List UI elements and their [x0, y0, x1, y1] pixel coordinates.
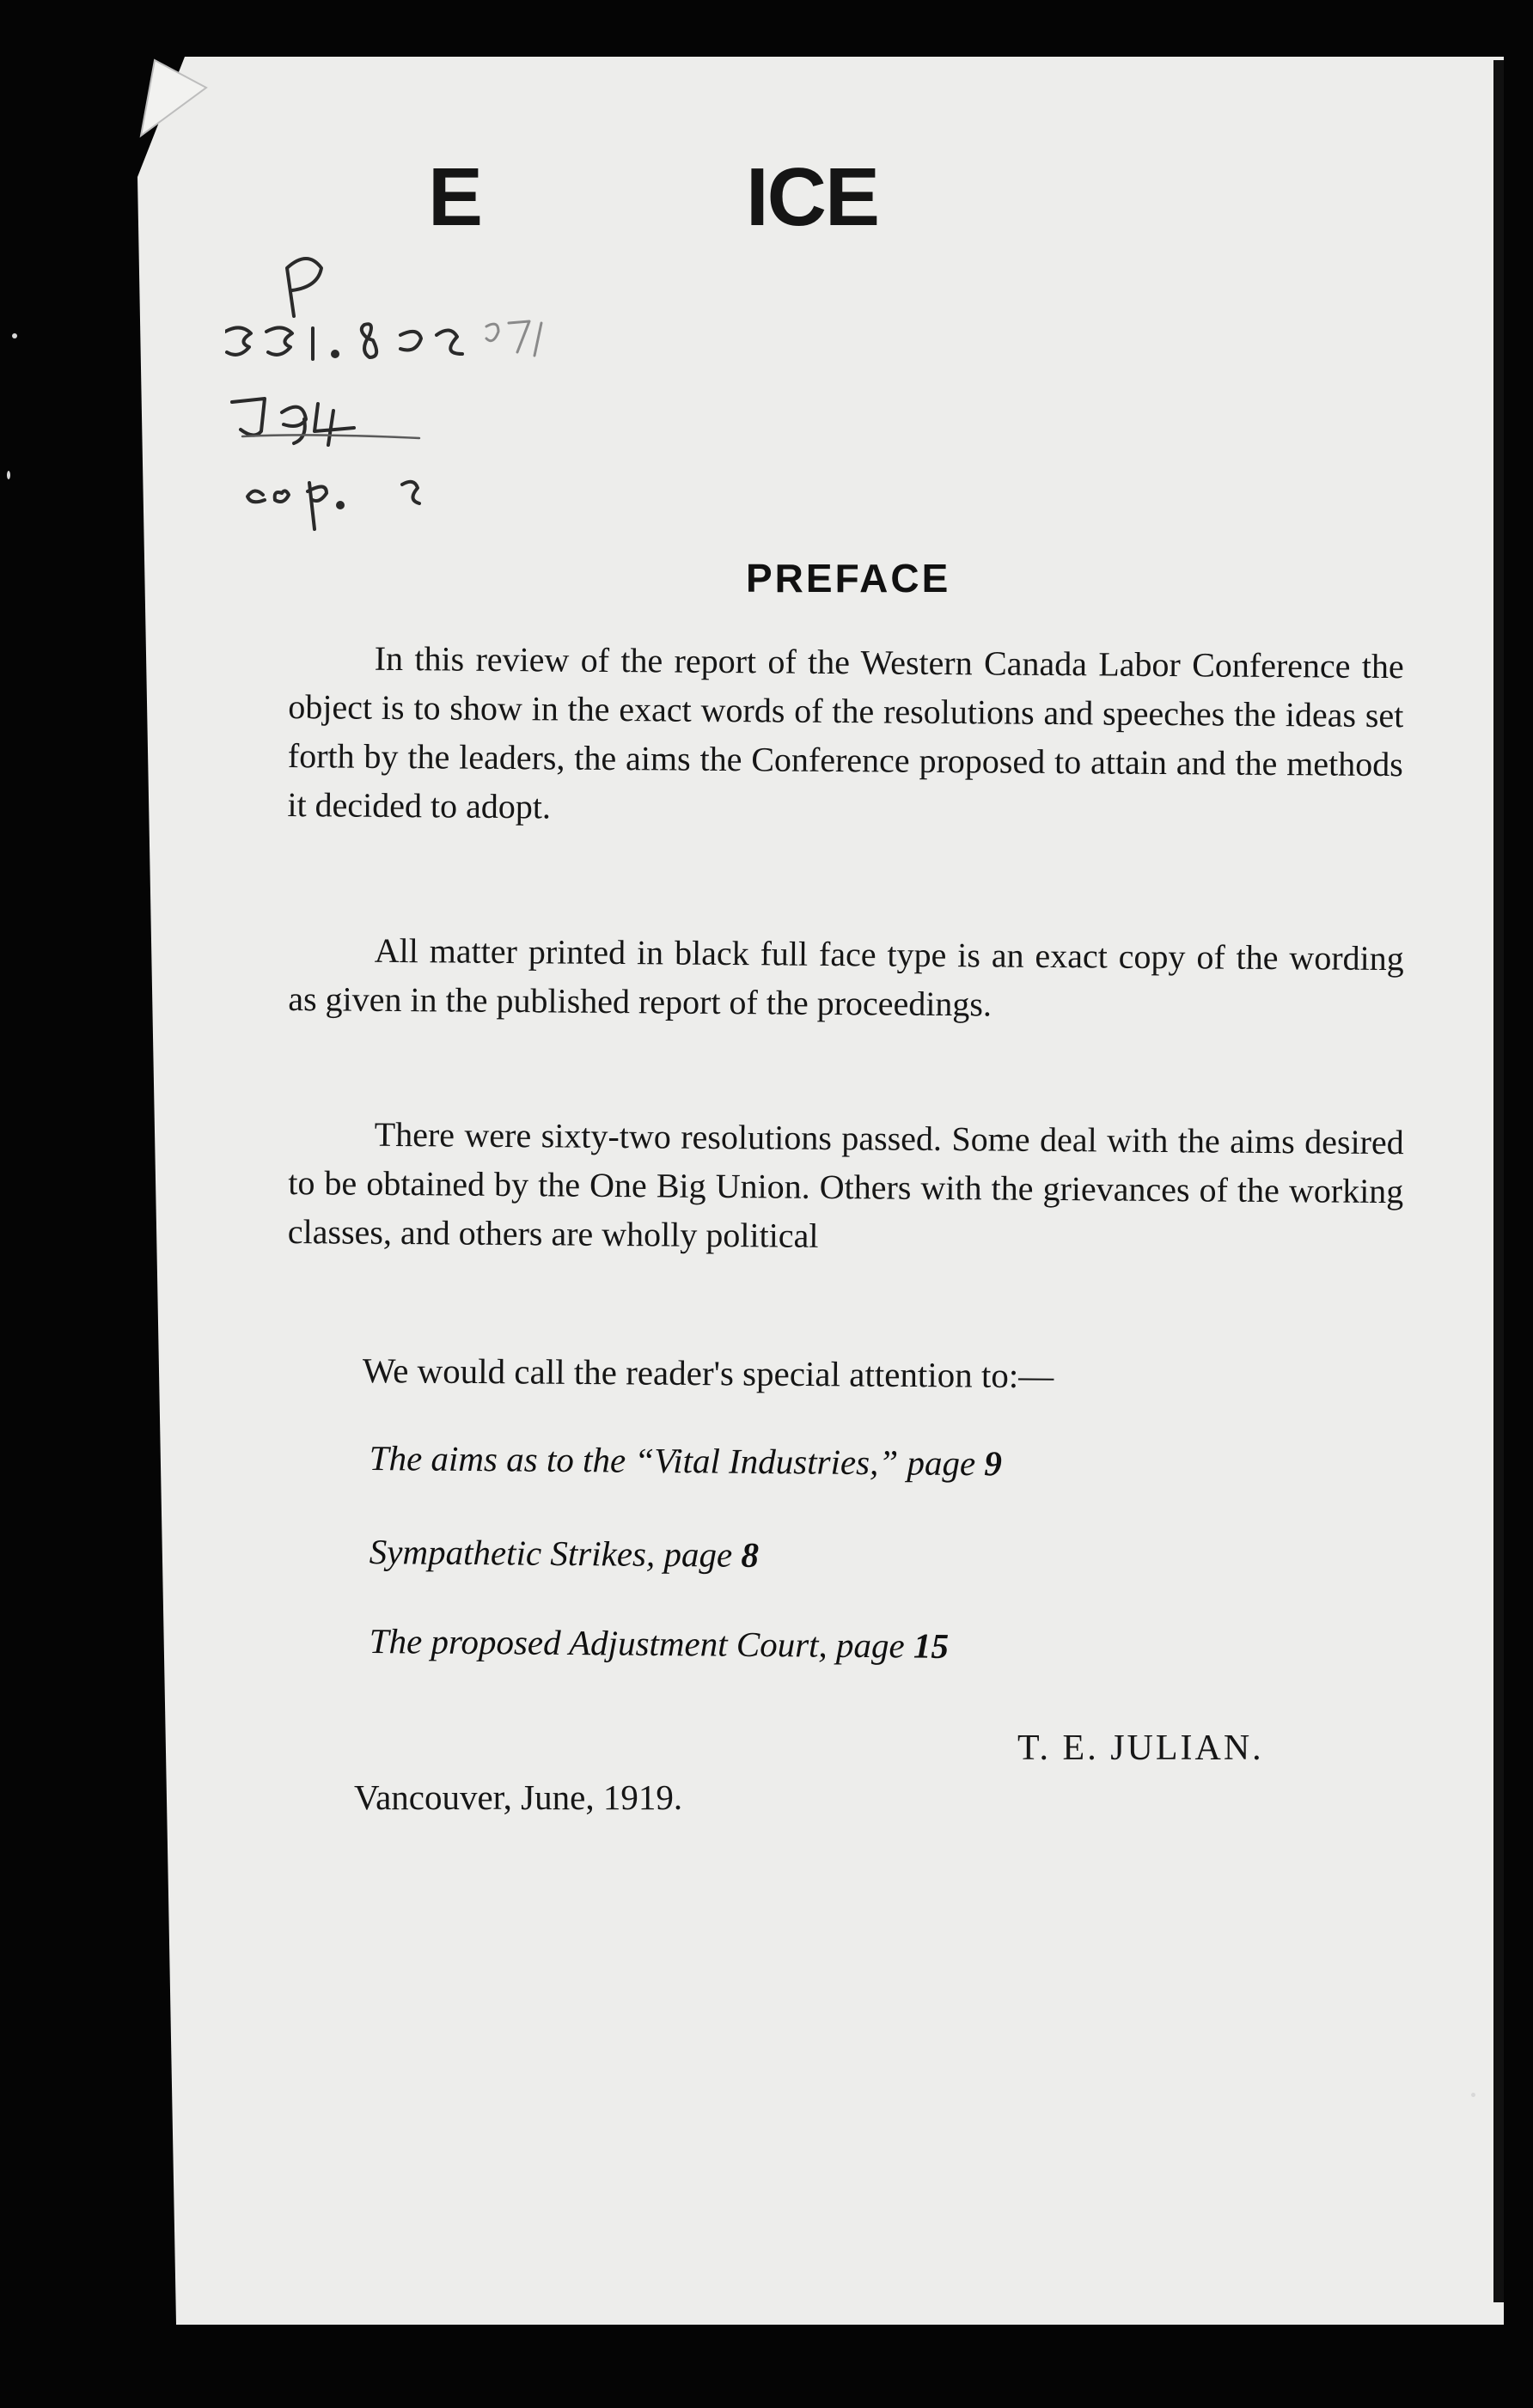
scan-speck [7, 471, 10, 479]
scan-speck [12, 333, 17, 338]
handwritten-call-number [225, 249, 672, 533]
paragraph-resolutions: There were sixty-two resolutions passed. Some deal with the aims desired to be obtained by the One Big Union. Others with the grievances of the working classes, and others are wholly political [287, 1114, 1404, 1255]
paragraph-review: In this review of the report of the Western Canada Labor Conference the object is to show in the exact words of the resolutions and speeches the ideas set forth by the leaders, the aims the Conference proposed to attain and the methods it decided to adopt. [287, 638, 1404, 826]
author-signature: T. E. JULIAN. [1017, 1728, 1264, 1768]
page-title: PREFACE [746, 556, 951, 600]
right-page-edge [1493, 60, 1504, 2302]
attention-item-text: The proposed Adjustment Court, page [369, 1621, 905, 1666]
attention-item-text: Sympathetic Strikes, page [369, 1532, 733, 1575]
attention-item-adjustment-court [370, 1620, 950, 1667]
attention-intro: We would call the reader's special attention to:— [362, 1350, 1054, 1396]
call-number-line-4 [247, 491, 265, 502]
attention-item-page: 8 [741, 1534, 760, 1575]
header-fragment-left: E [428, 151, 482, 243]
header-fragment-right: ICE [746, 151, 879, 243]
attention-item-text: The aims as to the “Vital Industries,” page [369, 1438, 976, 1484]
attention-item-page: 15 [913, 1625, 950, 1666]
attention-item-sympathetic-strikes [370, 1531, 760, 1576]
dateline: Vancouver, June, 1919. [354, 1777, 683, 1817]
torn-corner [137, 53, 215, 139]
paragraph-full-face-type: All matter printed in black full face type is an exact copy of the wording as given in the published report of the proceedings. [288, 930, 1404, 1024]
scan-speck [1471, 2093, 1475, 2097]
attention-item-vital-industries [370, 1437, 1003, 1484]
attention-item-page: 9 [984, 1443, 1003, 1484]
call-number-line-3 [232, 399, 265, 436]
call-number-line-1 [287, 259, 321, 316]
